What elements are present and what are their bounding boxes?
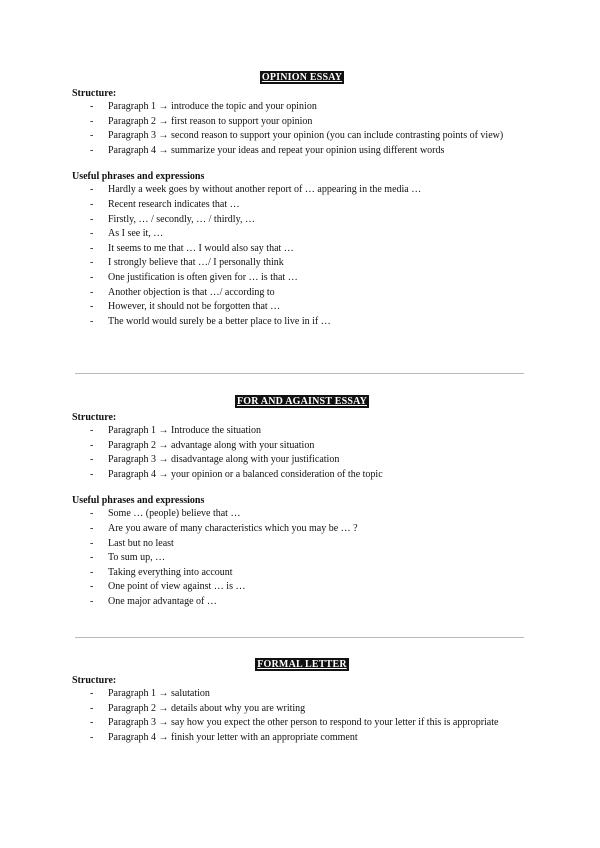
phrases-label: Useful phrases and expressions xyxy=(72,495,205,507)
list-item: - One justification is often given for … is that … xyxy=(90,271,298,283)
list-item: - I strongly believe that …/ I personally think xyxy=(90,257,284,269)
list-item: - It seems to me that … I would also say that … xyxy=(90,242,294,254)
list-item: - Paragraph 2 → details about why you are writing xyxy=(90,702,306,714)
list-item: - Last but no least xyxy=(90,537,174,549)
section-for-and-against-essay xyxy=(72,395,532,610)
section-title: FORMAL LETTER xyxy=(257,659,347,670)
phrases-list xyxy=(72,183,532,329)
section-divider xyxy=(75,373,524,374)
list-item: - Firstly, … / secondly, … / thirdly, … xyxy=(90,213,255,225)
list-item: - Paragraph 4 → finish your letter with an appropriate comment xyxy=(90,731,358,743)
list-item: - Recent research indicates that … xyxy=(90,198,240,210)
list-item: - Paragraph 3 → say how you expect the other person to respond to your letter if this is appropriate xyxy=(90,717,499,729)
list-item: - The world would surely be a better place to live in if … xyxy=(90,315,331,327)
list-item: - As I see it, … xyxy=(90,228,164,240)
list-item: - To sum up, … xyxy=(90,552,166,564)
structure-label: Structure: xyxy=(72,675,117,686)
list-item: - Are you aware of many characteristics which you may be … ? xyxy=(90,522,358,534)
section-divider xyxy=(75,637,524,638)
structure-label: Structure: xyxy=(72,412,117,423)
list-item: - Another objection is that …/ according to xyxy=(90,286,275,298)
section-opinion-essay xyxy=(72,71,532,329)
list-item: - Paragraph 3 → disadvantage along with your justification xyxy=(90,454,340,466)
phrases-label: Useful phrases and expressions xyxy=(72,171,205,183)
list-item: - Taking everything into account xyxy=(90,566,233,578)
list-item: - Paragraph 1 → Introduce the situation xyxy=(90,425,262,436)
list-item: - However, it should not be forgotten that … xyxy=(90,301,281,313)
structure-list xyxy=(72,100,532,158)
structure-list xyxy=(72,424,532,482)
list-item: - Paragraph 2 → advantage along with your situation xyxy=(90,439,315,451)
structure-list xyxy=(72,687,532,745)
list-item: - Paragraph 4 → summarize your ideas and repeat your opinion using different words xyxy=(90,144,445,156)
list-item: - Paragraph 3 → second reason to support your opinion (you can include contrasting points of view) xyxy=(90,130,504,142)
list-item: - Some … (people) believe that … xyxy=(90,508,241,520)
section-formal-letter xyxy=(72,658,532,745)
list-item: - Paragraph 4 → your opinion or a balanced consideration of the topic xyxy=(90,468,383,480)
list-item: - One major advantage of … xyxy=(90,595,217,607)
phrases-list xyxy=(72,507,532,609)
section-title: FOR AND AGAINST ESSAY xyxy=(236,396,368,407)
list-item: - Hardly a week goes by without another report of … appearing in the media … xyxy=(90,184,422,196)
list-item: - Paragraph 1 → salutation xyxy=(90,688,210,699)
list-item: - Paragraph 2 → first reason to support your opinion xyxy=(90,115,313,127)
list-item: - Paragraph 1 → introduce the topic and your opinion xyxy=(90,101,317,112)
section-title: OPINION ESSAY xyxy=(261,72,343,83)
list-item: - One point of view against … is … xyxy=(90,581,246,593)
structure-label: Structure: xyxy=(72,88,117,99)
